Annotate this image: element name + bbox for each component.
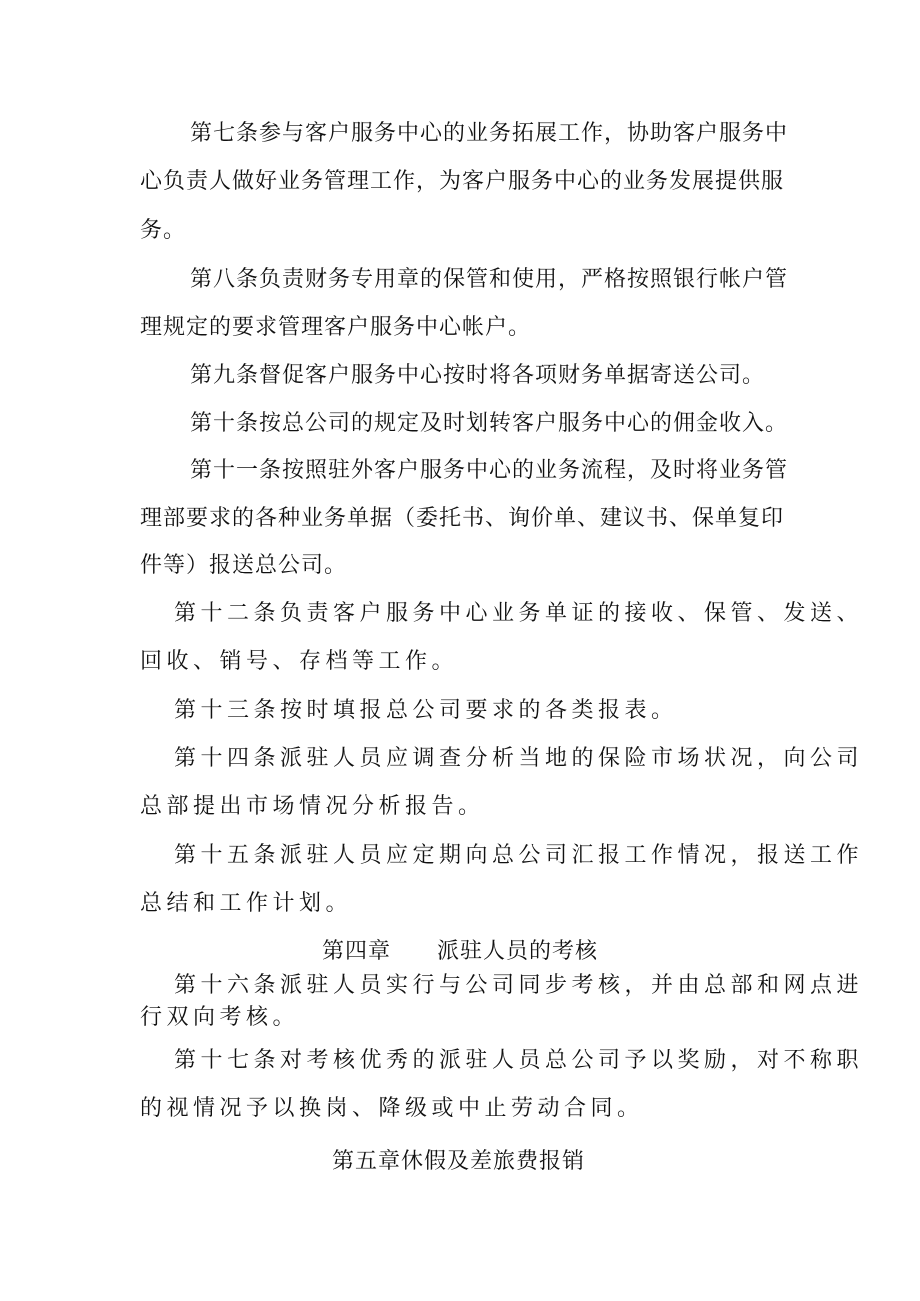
article-17-line-1: 第十七条对考核优秀的派驻人员总公司予以奖励，对不称职: [174, 1048, 864, 1073]
article-14-line-1: 第十四条派驻人员应调查分析当地的保险市场状况，向公司: [174, 746, 864, 771]
article-7-line-1: 第七条参与客户服务中心的业务拓展工作，协助客户服务中: [190, 121, 789, 146]
article-15-line-2: 总结和工作计划。: [140, 891, 353, 916]
article-11-line-2: 理部要求的各种业务单据（委托书、询价单、建议书、保单复印: [140, 506, 785, 531]
article-9-line-1: 第九条督促客户服务中心按时将各项财务单据寄送公司。: [190, 363, 766, 388]
article-14-line-2: 总部提出市场情况分析报告。: [140, 794, 485, 819]
chapter-4-heading: [322, 937, 598, 967]
article-17-line-2: 的视情况予以换岗、降级或中止劳动合同。: [140, 1096, 644, 1121]
chapter-5-heading: 第五章休假及差旅费报销: [332, 1149, 586, 1174]
chapter-4-number: 第四章: [322, 939, 392, 964]
article-13-line-1: 第十三条按时填报总公司要求的各类报表。: [174, 698, 678, 723]
article-7-line-2: 心负责人做好业务管理工作，为客户服务中心的业务发展提供服: [140, 169, 785, 194]
article-12-line-1: 第十二条负责客户服务中心业务单证的接收、保管、发送、: [174, 601, 864, 626]
chapter-4-title: 派驻人员的考核: [437, 939, 599, 964]
article-12-line-2: 回收、销号、存档等工作。: [140, 649, 459, 674]
article-10-line-1: 第十条按总公司的规定及时划转客户服务中心的佣金收入。: [190, 411, 789, 436]
article-8-line-2: 理规定的要求管理客户服务中心帐户。: [140, 315, 532, 340]
article-11-line-1: 第十一条按照驻外客户服务中心的业务流程，及时将业务管: [190, 458, 789, 483]
article-8-line-1: 第八条负责财务专用章的保管和使用，严格按照银行帐户管: [190, 267, 789, 292]
article-16-line-2: 行双向考核。: [140, 1005, 300, 1030]
article-16-line-1: 第十六条派驻人员实行与公司同步考核，并由总部和网点进: [174, 973, 864, 998]
article-15-line-1: 第十五条派驻人员应定期向总公司汇报工作情况，报送工作: [174, 843, 864, 868]
article-11-line-3: 件等）报送总公司。: [140, 553, 348, 578]
article-7-line-3: 务。: [140, 218, 187, 243]
